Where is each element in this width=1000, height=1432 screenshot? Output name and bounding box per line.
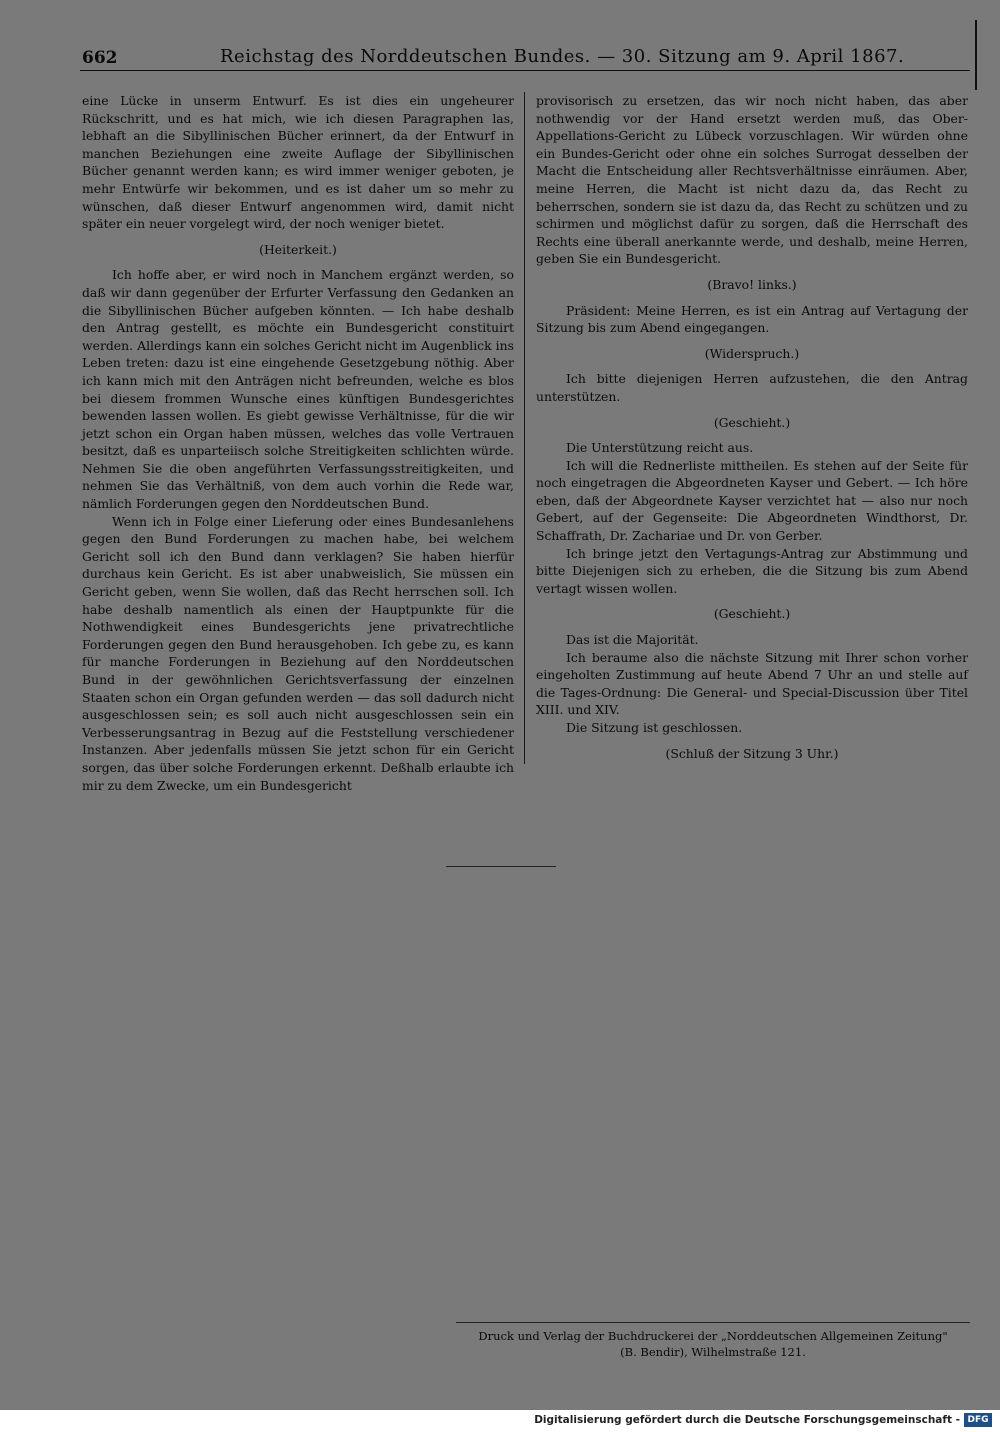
column-divider — [524, 92, 525, 764]
header-rule — [80, 70, 970, 71]
paragraph: Ich hoffe aber, er wird noch in Manchem ergänzt werden, so daß wir dann gegenüber der Erfurter Verfassung den Gedanken an die Sibyllinischen Bücher aufgeben könnten. — Ich habe deshalb den Antrag gestellt, es möchte ein Bundesgericht constituirt werden. Allerdings kann ein solches Gericht nicht im Augenblick ins Leben treten: dazu ist eine eingehende Gesetzgebung nöthig. Aber ich kann mich mit den Anträgen nicht befreunden, welche es blos bei diesem frommen Wunsche eines künftigen Bundesgerichtes bewenden lassen wollen. Es giebt gewisse Verhältnisse, für die wir jetzt schon ein Organ haben müssen, welches das volle Vertrauen besitzt, daß es unparteiisch solche Streitigkeiten schlichten würde. Nehmen Sie die oben angeführten Verfassungsstreitigkeiten, und nehmen Sie das Verhältniß, von dem auch vorhin die Rede war, nämlich Forderungen gegen den Norddeutschen Bund. — [82, 267, 514, 512]
right-column — [536, 92, 968, 770]
stage-direction: (Geschieht.) — [713, 414, 791, 430]
stage-direction: (Bravo! links.) — [707, 276, 797, 292]
stage-direction: (Heiterkeit.) — [259, 241, 337, 257]
page-edge-mark — [975, 20, 977, 90]
left-column — [82, 92, 514, 794]
speaker-paragraph: Präsident: Meine Herren, es ist ein Antrag auf Vertagung der Sitzung bis zum Abend eingegangen. — [536, 302, 968, 336]
paragraph: eine Lücke in unserm Entwurf. Es ist dies ein ungeheurer Rückschritt, und es hat mich, wie ich diesen Paragraphen las, lebhaft an die Sibyllinischen Bücher erinnert, da der Entwurf in manchen Beziehungen eine zweite Auflage der Sibyllinischen Bücher genannt werden kann; es wird immer weniger geboten, je mehr Entwürfe wir bekommen, und es ist daher um so mehr zu wünschen, daß dieser Entwurf angenommen wird, damit nicht später ein neuer vorgelegt wird, der noch weniger bietet. — [82, 93, 514, 232]
paragraph: Wenn ich in Folge einer Lieferung oder eines Bundesanlehens gegen den Bund Forderungen zu machen habe, bei welchem Gericht soll ich den Bund dann verklagen? Sie haben hierfür durchaus kein Gericht. Es ist aber unabweislich, Sie müssen ein Gericht geben, wenn Sie wollen, daß das Recht herrschen soll. Ich habe deshalb namentlich als einen der Hauptpunkte für die Nothwendigkeit eines Bundesgerichts jene privatrechtliche Forderungen gegen den Bund herausgehoben. Ich gebe zu, es kann für manche Forderungen in Beziehung auf den Norddeutschen Bund in der gewöhnlichen Gerichtsverfassung der einzelnen Staaten schon ein Organ gefunden werden — das soll dadurch nicht ausgeschlossen sein; es soll auch nicht ausgeschlossen sein ein Verbesserungsantrag in Bezug auf die Feststellung verschiedener Instanzen. Aber jedenfalls müssen Sie jetzt schon für ein Gericht sorgen, das über solche Forderungen erkennt. Deßhalb erlaubte ich mir zu dem Zwecke, um ein Bundesgericht — [82, 513, 514, 793]
funding-credit: Digitalisierung gefördert durch die Deutsche Forschungsgemeinschaft - — [534, 1414, 960, 1426]
paragraph: Das ist die Majorität. — [566, 632, 699, 648]
stage-direction: (Widerspruch.) — [704, 345, 800, 361]
paragraph: Ich will die Rednerliste mittheilen. Es stehen auf der Seite für noch eingetragen die Abgeordneten Kayser und Gebert. — Ich höre eben, daß der Abgeordnete Kayser verzichtet hat — also nur noch Gebert, auf der Gegenseite: Die Abgeordneten Windthorst, Dr. Schaffrath, Dr. Zachariae und Dr. von Gerber. — [536, 457, 968, 544]
paragraph: Die Sitzung ist geschlossen. — [566, 720, 743, 735]
end-rule — [446, 866, 556, 867]
dfg-logo-icon: DFG — [964, 1413, 992, 1427]
paragraph: Ich bringe jetzt den Vertagungs-Antrag zur Abstimmung und bitte Diejenigen sich zu erheben, die die Sitzung bis zum Abend vertagt wissen wollen. — [536, 545, 968, 596]
paragraph: provisorisch zu ersetzen, das wir noch nicht haben, das aber nothwendig vor der Hand ersetzt werden muß, das Ober-Appellations-Gericht zu Lübeck vorzuschlagen. Wir würden ohne ein Bundes-Gericht oder ohne ein solches Surrogat desselben der Macht die Entscheidung aller Rechtsverhältnisse einräumen. Aber, meine Herren, die Macht ist nicht dazu da, das Recht zu beherrschen, sondern sie ist dazu da, das Recht zu schützen und zu schirmen und möglichst dafür zu sorgen, daß die Herrschaft des Rechts eine überall anerkannte werde, und deshalb, meine Herren, geben Sie ein Bundesgericht. — [536, 93, 968, 267]
stage-direction: (Schluß der Sitzung 3 Uhr.) — [665, 745, 839, 761]
paragraph: Die Unterstützung reicht aus. — [566, 440, 754, 456]
imprint-rule — [456, 1322, 970, 1323]
stage-direction: (Geschieht.) — [713, 606, 791, 622]
imprint-line: (B. Bendir), Wilhelmstraße 121. — [620, 1345, 806, 1359]
page-number: 662 — [82, 48, 118, 68]
running-title: Reichstag des Norddeutschen Bundes. — 30. Sitzung am 9. April 1867. — [220, 46, 905, 67]
paragraph: Ich bitte diejenigen Herren aufzustehen, die den Antrag unterstützen. — [536, 371, 968, 404]
imprint — [456, 1328, 970, 1360]
page-header — [80, 46, 970, 72]
imprint-line: Druck und Verlag der Buchdruckerei der „Norddeutschen Allgemeinen Zeitung" — [478, 1329, 948, 1343]
paragraph: Ich beraume also die nächste Sitzung mit Ihrer schon vorher eingeholten Zustimmung auf heute Abend 7 Uhr an und stelle auf die Tages-Ordnung: Die General- und Special-Discussion über Titel XIII. und XIV. — [536, 649, 968, 718]
